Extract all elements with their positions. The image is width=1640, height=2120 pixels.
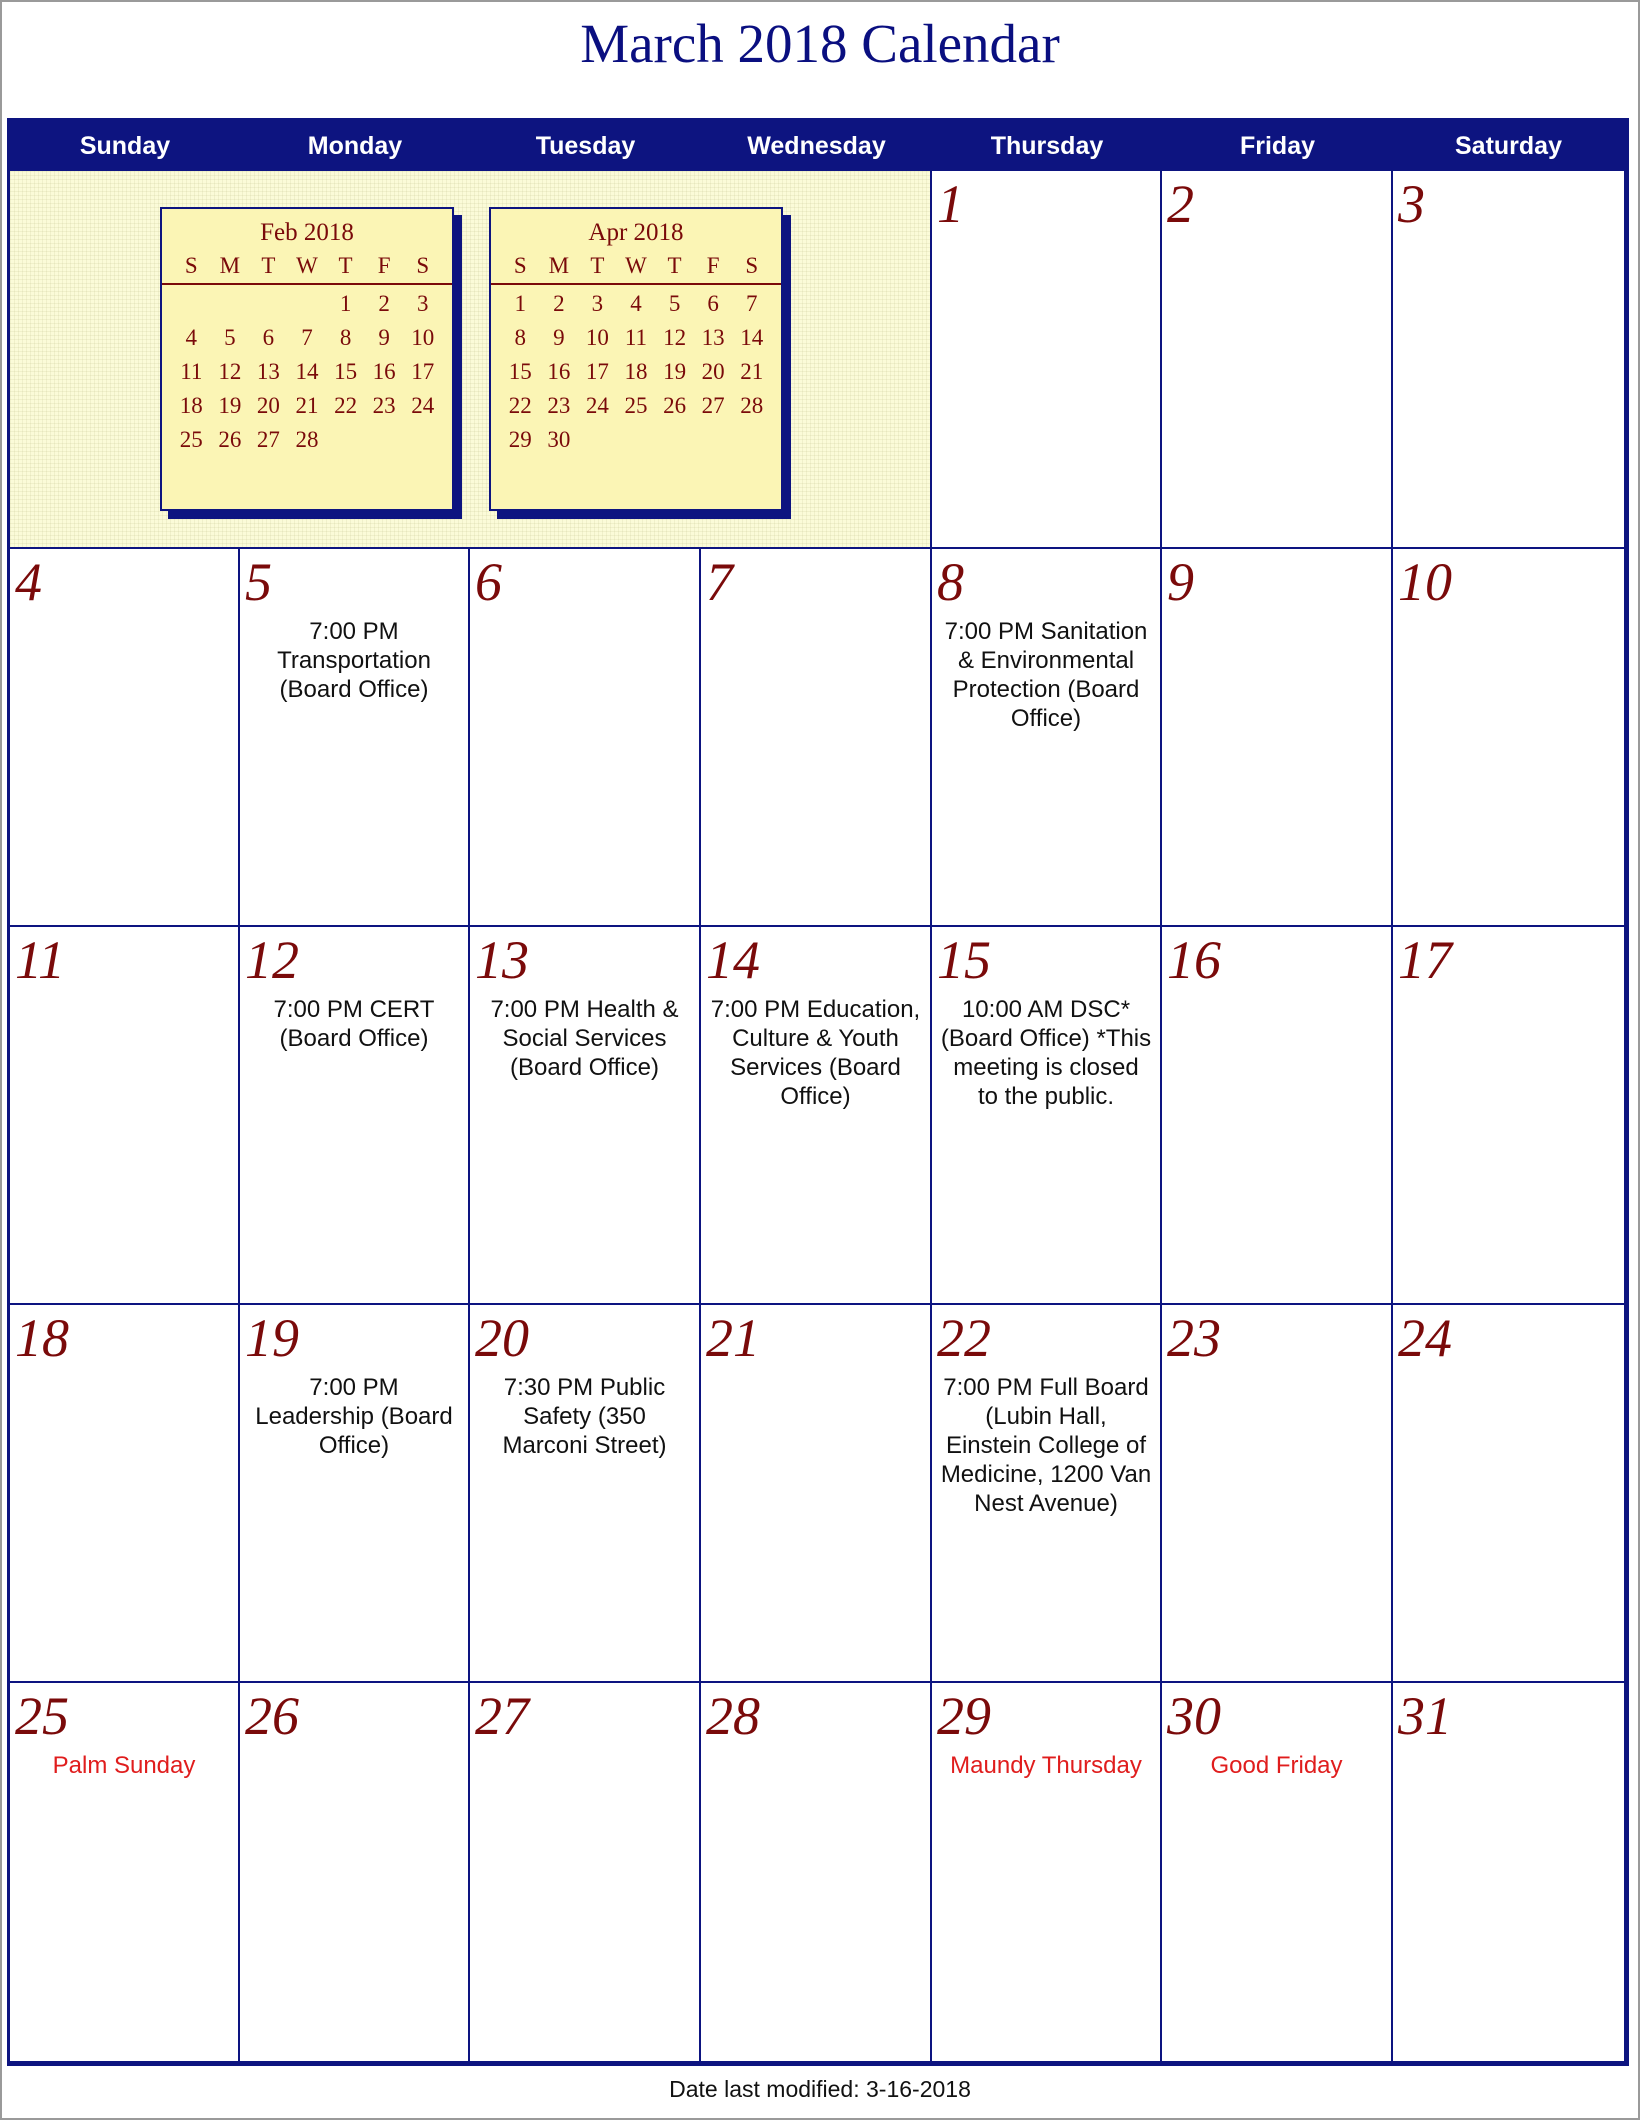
- day-cell-22: [932, 1305, 1162, 1683]
- mini-calendar-day: 3: [591, 291, 604, 316]
- mini-calendar-week: [162, 423, 452, 457]
- day-number: 3: [1398, 174, 1425, 234]
- weekday-tuesday: Tuesday: [535, 132, 636, 160]
- day-number: 16: [1167, 930, 1221, 990]
- mini-calendar-day: [578, 423, 617, 457]
- mini-calendar-day: 13: [256, 359, 280, 384]
- day-cell-25: [10, 1683, 240, 2061]
- day-cell-27: [470, 1683, 701, 2061]
- mini-calendar-weekday: T: [338, 253, 353, 278]
- mini-calendar-week: [491, 389, 781, 423]
- mini-calendar-weekday: T: [667, 253, 682, 278]
- mini-calendar-day: 1: [514, 291, 527, 316]
- mini-calendar-day: 7: [745, 291, 758, 316]
- day-cell-26: [240, 1683, 470, 2061]
- mini-calendar-day: [249, 287, 288, 321]
- last-modified-note: Date last modified: 3-16-2018: [669, 2076, 971, 2102]
- mini-calendar-day: 15: [508, 359, 532, 384]
- mini-calendar-day: 19: [218, 393, 242, 418]
- mini-calendar-day: 27: [256, 427, 280, 452]
- day-event: 7:30 PM Public Safety (350 Marconi Street): [502, 1374, 667, 1459]
- day-event: 7:00 PM CERT (Board Office): [273, 996, 435, 1052]
- mini-calendar-day: 6: [262, 325, 275, 350]
- mini-calendar-day: 28: [295, 427, 319, 452]
- day-number: 21: [706, 1308, 760, 1368]
- mini-calendar-day: [694, 423, 733, 457]
- mini-calendar-weekday: F: [706, 253, 720, 278]
- mini-calendar-weekday: W: [625, 253, 647, 278]
- mini-calendar-day: 24: [411, 393, 435, 418]
- day-event: 7:00 PM Leadership (Board Office): [255, 1374, 453, 1459]
- mini-calendar-day: [326, 423, 365, 457]
- mini-calendar-day: 2: [553, 291, 565, 316]
- day-number: 2: [1167, 174, 1194, 234]
- day-number: 9: [1167, 552, 1194, 612]
- day-cell-28: [701, 1683, 932, 2061]
- mini-calendar-day: 25: [179, 427, 203, 452]
- day-number: 25: [15, 1686, 69, 1746]
- day-cell-13: [470, 927, 701, 1305]
- day-cell-31: [1393, 1683, 1624, 2061]
- mini-calendar-day: 13: [701, 325, 725, 350]
- day-cell-21: [701, 1305, 932, 1683]
- mini-calendar-day: 28: [740, 393, 764, 418]
- mini-calendar-day: 8: [514, 325, 527, 350]
- mini-calendar-week: [491, 423, 781, 457]
- mini-calendar-day: 5: [668, 291, 681, 316]
- mini-calendar-day: [403, 423, 442, 457]
- mini-calendar-day: 15: [334, 359, 358, 384]
- day-number: 18: [15, 1308, 69, 1368]
- day-number: 24: [1398, 1308, 1452, 1368]
- mini-calendar-next: [489, 207, 783, 511]
- day-number: 31: [1398, 1686, 1452, 1746]
- mini-calendar-day: 19: [663, 359, 687, 384]
- day-cell-1: [932, 171, 1162, 549]
- mini-calendar-day: 18: [624, 359, 648, 384]
- day-number: 23: [1167, 1308, 1221, 1368]
- mini-calendar-day: 4: [630, 291, 642, 316]
- mini-calendar-day: 16: [547, 359, 571, 384]
- mini-calendar-day: 12: [218, 359, 242, 384]
- day-cell-10: [1393, 549, 1624, 927]
- mini-calendar-day: 20: [256, 393, 280, 418]
- mini-calendar-prev: [160, 207, 454, 511]
- day-number: 20: [475, 1308, 529, 1368]
- mini-calendar-weekday-row: [162, 249, 452, 285]
- day-cell-4: [10, 549, 240, 927]
- mini-calendar-weekday: S: [745, 253, 759, 278]
- day-number: 4: [15, 552, 42, 612]
- mini-calendar-day: 12: [663, 325, 687, 350]
- mini-calendar-week: [491, 355, 781, 389]
- day-cell-15: [932, 927, 1162, 1305]
- weekday-monday: Monday: [307, 132, 403, 160]
- weekday-wednesday: Wednesday: [747, 132, 886, 160]
- mini-calendar-week: [162, 389, 452, 423]
- mini-calendar-title: Apr 2018: [588, 219, 684, 246]
- day-cell-19: [240, 1305, 470, 1683]
- day-cell-7: [701, 549, 932, 927]
- mini-calendar-day: 11: [624, 325, 648, 350]
- mini-calendar-day: [655, 423, 694, 457]
- day-cell-6: [470, 549, 701, 927]
- day-number: 1: [937, 174, 964, 234]
- day-number: 6: [475, 552, 502, 612]
- mini-calendar-week: [162, 287, 452, 321]
- day-number: 19: [245, 1308, 299, 1368]
- mini-calendar-day: 23: [372, 393, 396, 418]
- mini-calendar-weekday: S: [513, 253, 527, 278]
- mini-calendar-weekday: M: [548, 253, 570, 278]
- mini-calendar-day: 9: [553, 325, 565, 350]
- mini-calendar-weekday: M: [219, 253, 241, 278]
- day-cell-17: [1393, 927, 1624, 1305]
- day-cell-20: [470, 1305, 701, 1683]
- weekday-header: [10, 121, 1624, 171]
- weekday-friday: Friday: [1239, 132, 1316, 160]
- day-cell-24: [1393, 1305, 1624, 1683]
- weekday-thursday: Thursday: [990, 132, 1104, 160]
- day-number: 27: [475, 1686, 529, 1746]
- mini-calendar-day: 6: [707, 291, 719, 316]
- day-number: 7: [706, 552, 733, 612]
- day-number: 30: [1167, 1686, 1221, 1746]
- mini-calendar-day: [211, 287, 250, 321]
- day-number: 17: [1398, 930, 1452, 990]
- day-event: 10:00 AM DSC* (Board Office) *This meeting is closed to the public.: [940, 996, 1152, 1110]
- day-event: 7:00 PM Health & Social Services (Board Office): [490, 996, 679, 1081]
- day-number: 28: [706, 1686, 760, 1746]
- mini-calendar-day: 26: [218, 427, 242, 452]
- mini-calendar-week: [162, 321, 452, 355]
- mini-calendar-day: 30: [547, 427, 571, 452]
- day-number: 26: [245, 1686, 299, 1746]
- mini-calendar-day: 21: [740, 359, 764, 384]
- mini-calendar-day: 4: [185, 325, 198, 350]
- mini-calendar-day: [288, 287, 327, 321]
- day-event: 7:00 PM Sanitation & Environmental Protection (Board Office): [944, 618, 1148, 732]
- mini-calendar-day: [617, 423, 656, 457]
- day-number: 11: [15, 930, 65, 990]
- page-title: March 2018 Calendar: [580, 13, 1060, 74]
- day-number: 10: [1398, 552, 1452, 612]
- empty-days-area: [10, 171, 932, 549]
- day-cell-11: [10, 927, 240, 1305]
- day-event: 7:00 PM Transportation (Board Office): [277, 618, 431, 703]
- mini-calendar-day: 10: [585, 325, 609, 350]
- mini-calendar-week: [491, 321, 781, 355]
- mini-calendar-day: 14: [295, 359, 319, 384]
- day-number: 14: [706, 930, 760, 990]
- mini-calendar-day: 24: [585, 393, 609, 418]
- day-number: 15: [937, 930, 991, 990]
- mini-calendar-weekday: T: [261, 253, 276, 278]
- mini-calendar-day: 7: [301, 325, 313, 350]
- mini-calendar-day: [732, 423, 771, 457]
- day-holiday: Maundy Thursday: [950, 1752, 1142, 1779]
- day-number: 8: [937, 552, 964, 612]
- mini-calendar-day: 5: [224, 325, 236, 350]
- mini-calendar-day: [172, 287, 211, 321]
- mini-calendar-weekday: T: [590, 253, 605, 278]
- mini-calendar-weekday: W: [296, 253, 318, 278]
- day-cell-30: [1162, 1683, 1393, 2061]
- mini-calendar-week: [491, 287, 781, 321]
- day-cell-3: [1393, 171, 1624, 549]
- day-cell-8: [932, 549, 1162, 927]
- mini-calendar-day: 21: [295, 393, 319, 418]
- mini-calendar-weekday: S: [416, 253, 430, 278]
- mini-calendar-day: 16: [372, 359, 396, 384]
- day-event: 7:00 PM Full Board (Lubin Hall, Einstein College of Medicine, 1200 Van Nest Avenue): [940, 1374, 1152, 1517]
- mini-calendar-day: 9: [378, 325, 390, 350]
- day-cell-18: [10, 1305, 240, 1683]
- day-grid: [10, 171, 1624, 2061]
- day-cell-9: [1162, 549, 1393, 927]
- day-number: 22: [937, 1308, 991, 1368]
- weekday-saturday: Saturday: [1455, 132, 1562, 160]
- mini-calendar-day: 3: [416, 291, 429, 316]
- day-cell-14: [701, 927, 932, 1305]
- mini-calendar-title: Feb 2018: [260, 219, 354, 246]
- mini-calendar-weekday: F: [377, 253, 391, 278]
- day-holiday: Good Friday: [1210, 1752, 1343, 1779]
- day-cell-2: [1162, 171, 1393, 549]
- mini-calendar-weekday-row: [491, 249, 781, 285]
- mini-calendar-day: 14: [740, 325, 764, 350]
- mini-calendar-day: 11: [180, 359, 203, 384]
- mini-calendar-day: 2: [378, 291, 390, 316]
- weekday-sunday: Sunday: [79, 132, 171, 160]
- mini-calendar-day: [365, 423, 404, 457]
- day-cell-29: [932, 1683, 1162, 2061]
- day-number: 12: [245, 930, 299, 990]
- mini-calendar-day: 22: [508, 393, 532, 418]
- mini-calendar-day: 20: [701, 359, 725, 384]
- mini-calendar-day: 26: [663, 393, 687, 418]
- day-cell-5: [240, 549, 470, 927]
- day-cell-16: [1162, 927, 1393, 1305]
- day-event: 7:00 PM Education, Culture & Youth Services (Board Office): [710, 996, 921, 1110]
- month-calendar: [7, 118, 1629, 2066]
- day-holiday: Palm Sunday: [52, 1752, 196, 1779]
- mini-calendar-day: 17: [411, 359, 435, 384]
- mini-calendar-day: 23: [547, 393, 571, 418]
- mini-calendar-day: 17: [585, 359, 609, 384]
- mini-calendar-day: 1: [339, 291, 352, 316]
- day-cell-12: [240, 927, 470, 1305]
- mini-calendar-weekday: S: [184, 253, 198, 278]
- mini-calendar-day: 25: [624, 393, 648, 418]
- day-cell-23: [1162, 1305, 1393, 1683]
- mini-calendar-day: 27: [701, 393, 725, 418]
- day-number: 13: [475, 930, 529, 990]
- mini-calendar-day: 29: [508, 427, 532, 452]
- mini-calendar-week: [162, 355, 452, 389]
- mini-calendar-day: 18: [179, 393, 203, 418]
- mini-calendar-day: 22: [334, 393, 358, 418]
- day-number: 29: [937, 1686, 991, 1746]
- mini-calendar-day: 8: [339, 325, 352, 350]
- day-number: 5: [245, 552, 272, 612]
- mini-calendar-day: 10: [411, 325, 435, 350]
